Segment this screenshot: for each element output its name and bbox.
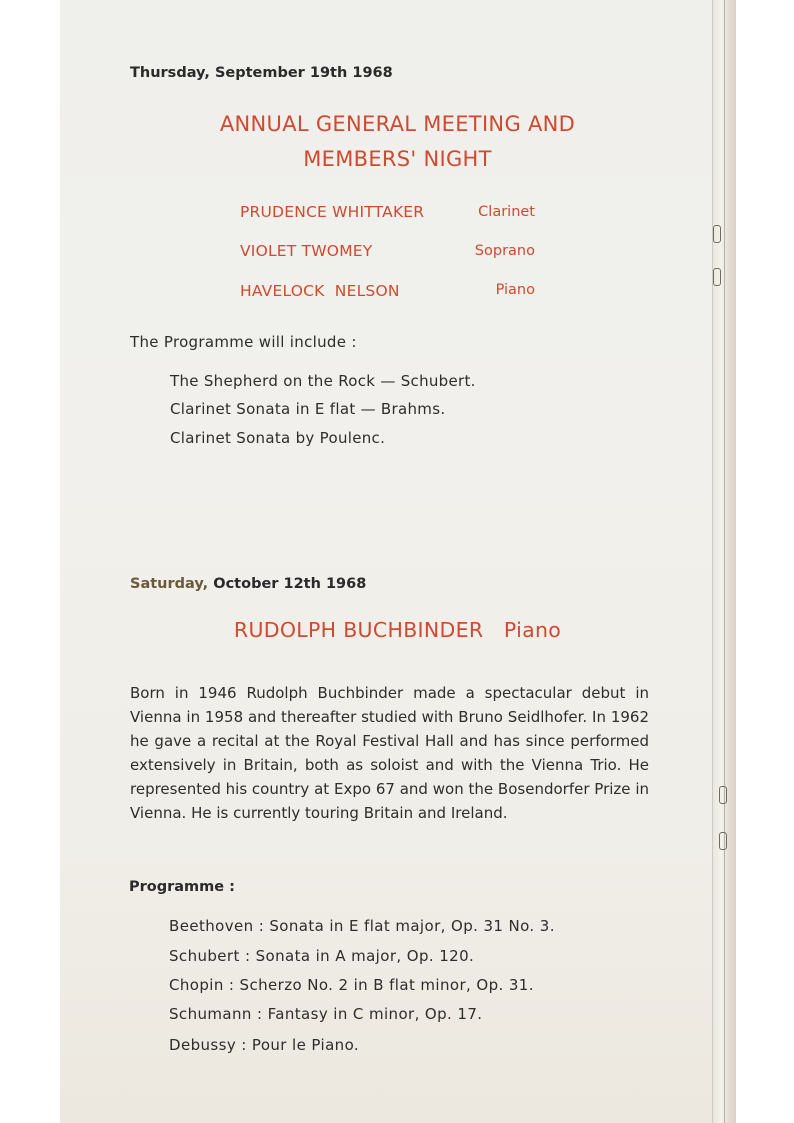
event1-performer-instrument: Clarinet [478, 204, 535, 220]
event1-performer-instrument: Soprano [474, 243, 535, 259]
event1-date [130, 65, 393, 81]
event1-programme-intro: The Programme will include : [130, 333, 357, 351]
event1-title-line2: MEMBERS' NIGHT [303, 147, 492, 171]
event1-performer-name: PRUDENCE WHITTAKER [240, 203, 425, 221]
binding-staple-icon [719, 832, 727, 850]
event1-date-day: Thursday, [130, 65, 210, 81]
event1-programme-item: Clarinet Sonata in E flat — Brahms. [170, 400, 446, 418]
binding-staple-icon [719, 786, 727, 804]
event2-programme-item: Schumann : Fantasy in C minor, Op. 17. [169, 1005, 483, 1023]
event2-biography: Born in 1946 Rudolph Buchbinder made a spectacular debut in Vienna in 1958 and thereafter studied with Bruno Seidlhofer. In 1962 he gave a recital at the Royal Festival Hall and has since performed extensively in Britain, both as soloist and with the Vienna Trio. He represented his country at Expo 67 and won the Bosendorfer Prize in Vienna. He is currently touring Britain and Ireland. [130, 684, 649, 822]
event2-programme-heading: Programme : [129, 879, 235, 895]
event2-performer-instrument: Piano [503, 618, 562, 642]
event2-performer-name: RUDOLPH BUCHBINDER [233, 618, 484, 642]
event2-date [130, 576, 366, 592]
event1-date-rest: September 19th 1968 [214, 65, 393, 81]
event1-performer-name: VIOLET TWOMEY [240, 242, 373, 260]
event1-performer-instrument: Piano [495, 282, 535, 298]
event1-performer-name: HAVELOCK NELSON [240, 282, 400, 300]
event2-date-day: Saturday, [130, 576, 209, 592]
event2-programme-item: Debussy : Pour le Piano. [169, 1036, 360, 1054]
event1-programme-item: Clarinet Sonata by Poulenc. [170, 429, 386, 447]
event2-programme-item: Beethoven : Sonata in E flat major, Op. 31 No. 3. [169, 917, 555, 935]
binding-staple-icon [713, 268, 721, 286]
event2-programme-item: Schubert : Sonata in A major, Op. 120. [169, 947, 475, 965]
event1-programme-item: The Shepherd on the Rock — Schubert. [170, 372, 476, 390]
event2-date-rest: October 12th 1968 [213, 576, 367, 592]
event2-performer-line [60, 618, 735, 642]
binding-staple-icon [713, 225, 721, 243]
event2-programme-item: Chopin : Scherzo No. 2 in B flat minor, Op. 31. [169, 976, 534, 994]
event1-title-line1: ANNUAL GENERAL MEETING AND [219, 112, 576, 136]
